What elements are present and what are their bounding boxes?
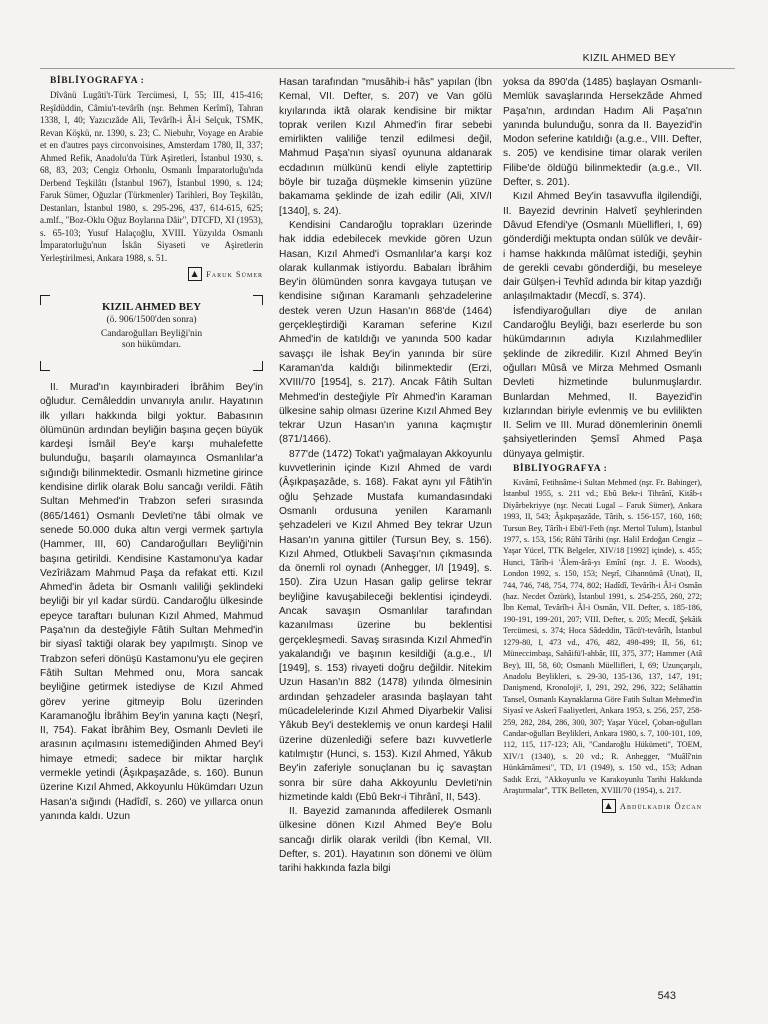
bibliography-text: Dîvânü Lugâti't-Türk Tercümesi, I, 55; III, 415-416; Reşîdüddin, Câmiu't-tevârîh (nşr. Behmen Kerîmî), Tahran 1338, I, 40; Yazıcızâde Ali, Tevârîh-i Âl-i Selçuk, TSMK, Revan Köşkü, nr. 1390, s. 23; C. Niebuhr, Voyage en Arabie et en d'autres pays circonvoisines, Amsterdam 1780, II, 337; Ahmed Refik, Anadolu'da Türk Aşiretleri, İstanbul 1930, s. 68, 83, 203; Cengiz Orhonlu, Osmanlı İmparatorluğu'nda Derbend Teşkilâtı (İstanbul 1967), İstanbul 1990, s. 124; Faruk Sümer, Oğuzlar (Türkmenler) Tarihleri, Boy Teşkilâtı, Destanları, İstanbul 1980, s. 295-296, 437, 614-615, 625; a.mlf., "Boz-Oklu Oğuz Boylarına Dâir", DTCFD, XI (1953), s. 65-103; Yusuf Halaçoğlu, XVIII. Yüzyılda Osmanlı İmparatorluğu'nun İskân Siyaseti ve Aşiretlerin Yerleştirilmesi, Ankara 1988, s. 51. xyxy=(40,90,263,263)
article-paragraph: Kendisini Candaroğlu toprakları üzerinde hak iddia edebilecek mevkide gören Uzun Hasan, Kızıl Ahmed'i Osmanlılar'a karşı koz olarak kullanmak istiyordu. Babaları İbrâhim Bey'in ölümünden sonra kavgaya tutuşan ve kendisine sığınan Karamanlı şehzadelerine destek veren Uzun Hasan'ın 868'de (1464) gerçekleştirdiği Karaman seferine Kızıl Ahmed'in de katıldığı ve yanında 500 kadar savaşçı ile İshak Bey'in yanında bir süre Karaman'da kaldığı bilinmektedir (Erzi, XVIII/70 [1954], s. 217). Ancak Fâtih Sultan Mehmed'in desteğiyle Pîr Ahmed'in Karaman ülkesine sahip olması üzerine Kızıl Ahmed Bey tekrar Uzun Hasan'ın yanına kaçmıştır (871/1466). xyxy=(279,219,492,446)
article-paragraph: 877'de (1472) Tokat'ı yağmalayan Akkoyunlu kuvvetlerinin içinde Kızıl Ahmed de vardı (Âşıkpaşazâde, s. 168). Fakat aynı yıl Fâtih'in oğlu Şehzade Mustafa kumandasındaki Osmanlı ordusuna yenilen Karamanlı şehzadeleri ve Kızıl Ahmed Bey tekrar Uzun Hasan'ın yanına gittiler (Tursun Bey, s. 156). Kızıl Ahmed, Otlukbeli Savaşı'nın çıkmasında da önemli rol oynadı (Anhegger, I/I [1949], s. 150). Zira Uzun Hasan galip gelirse tekrar beyliğine kavuşabileceği beklentisi içindeydi. Ancak savaşın Osmanlılar tarafından kazanılması üzerine bu beklentisi gerçekleşmedi. Savaş sırasında Kızıl Ahmed'in yakalandığı ve başının kesildiği (a.g.e., I/I [1949], s. 153) rivayeti doğru değildir. Nitekim Uzun Hasan'ın 882 (1478) yılında ölmesinin ardından şehzadeler arasında başlayan taht mücadelelerinde Kızıl Ahmed Diyarbekir Valisi Yâkub Bey'i desteklemiş ve onun kardeşi Halil üzerine düzenlediği sefere bazı kuvvetlerle katılmıştır (Hunci, s. 153). Kızıl Ahmed, Yâkub Bey'in zaferiyle sonuçlanan bu iç savaştan sonra bir süre daha Akkoyunlu Devleti'nin hizmetinde kaldı (Ebû Bekr-i Tihrânî, II, 543). xyxy=(279,448,492,803)
column-2 xyxy=(279,76,492,877)
entry-subtitle-line-1: Candaroğulları Beyliği'nin xyxy=(100,329,203,339)
author-name: Faruk Sümer xyxy=(206,269,263,279)
article-paragraph: İsfendiyaroğulları diye de anılan Candaroğlu Beyliği, bazı eserlerde bu son hükümdarının adıyla Kızılahmedliler şeklinde de zikredilir. Kızıl Ahmed Bey'in oğulları Mûsâ ve Mirza Mehmed Osmanlı Devleti hizmetinde bulunmuşlardır. Bunlardan Mehmed, II. Bayezid'in kızlarından biriyle evlenmiş ve bu evlilikten II. Selim ve III. Murad dönemlerinin önemli şahsiyetlerinden Şemsî Ahmed Paşa dünyaya gelmiştir. xyxy=(503,305,702,460)
page-number: 543 xyxy=(657,990,676,1002)
article-paragraph: Hasan tarafından "musâhib-i hâs" yapılan (İbn Kemal, VII. Defter, s. 207) ve Van gölü kıyılarında iktâ olarak kendisine bir miktar toprak verilen Kızıl Ahmed'in firar sebebi emirlikten valiliğe tenzil edilmesi değil, Mahmud Paşa'nın siyasî oyununa aldanarak ecdadının mülkünü kendi eliyle zaptettirip böyle bir tuzağa düşmekle kimsenin yüzüne bakamama şeklinde de izah edilir (Ali, XIV/I [1340], s. 24). xyxy=(279,77,492,217)
entry-title: KIZIL AHMED BEY xyxy=(102,301,201,313)
bibliography-text: Kıvâmî, Fetihnâme-i Sultan Mehmed (nşr. Fr. Babinger), İstanbul 1955, s. 211 vd.; Ebû Bekr-i Tihrânî, Kitâb-ı Diyârbekriyye (nşr. Necati Lugal – Faruk Sümer), Ankara 1993, II, 543; Âşıkpaşazâde, Târih, s. 156-157, 160, 168; Tursun Bey, Târîh-i Ebü'l-Feth (nşr. Mertol Tulum), İstanbul 1977, s. 153, 156; Rûhî Târihi (nşr. Halil Erdoğan Cengiz – Yaşar Yücel, TTK Belgeler, XIV/18 [1992] içinde), s. 455; Hunci, Târîh-i 'Âlem-ârâ-yı Emînî (nşr. J. E. Woods), London 1992, s. 150, 153; Neşrî, Cihannümâ (Unat), II, 744, 746, 748, 754, 774, 802; Hadîdî, Tevârîh-i Âl-i Osmân (haz. Necdet Öztürk), İstanbul 1991, s. 254-255, 260, 272; İbn Kemal, Tevârîh-i Âl-i Osmân, VII. Defter, s. 185-186, 190-191, 199-201, 207; VIII. Defter, s. 205; Mecdî, Şekâik Tercümesi, s. 374; Hoca Sâdeddin, Tâcü't-tevârîh, İstanbul 1279-80, I, 473 vd., 476, 482, 498-499; II, 56, 61; Müneccimbaşı, Sahâifü'l-ahbâr, III, 375, 377; Hammer (Atâ Bey), III, 58, 60; Osmanlı Müellifleri, I, 69; Uzunçarşılı, Anadolu Beylikleri, s. 29-30, 135-136, 137, 147, 191; Danişmend, Kronoloji², I, 291, 292, 296, 322; Selâhattin Tansel, Osmanlı Kaynaklarına Göre Fatih Sultan Mehmed'in Siyasî ve Askerî Faaliyetleri, Ankara 1953, s. 256, 257, 258-259, 282, 284, 286, 300, 307; Yaşar Yücel, Çoban-oğulları Candar-oğulları Beylikleri, Ankara 1980, s. 7, 100-101, 109, 112, 115, 117-123; Ali, "Candaroğlu Hükümeti", TOEM, XIV/1 (1340), s. 20 vd.; R. Anhegger, "Muâlî'nin Hünkârnâmesi", TD, I/1 (1949), s. 150 vd., 153; Adnan Sadık Erzi, "Akkoyunlu ve Karakoyunlu Tarihi Hakkında Araştırmalar", TTK Belleten, XVIII/70 (1954), s. 217. xyxy=(503,478,702,795)
running-title: KIZIL AHMED BEY xyxy=(582,52,676,64)
author-signature xyxy=(503,799,702,813)
article-paragraph: II. Murad'ın kayınbiraderi İbrâhim Bey'in oğludur. Cemâleddin unvanıyla anılır. Hayatının ilk yılları hakkında bilgi yoktur. Babasının ölümünün ardından beyliğin başına geçen büyük kardeşi İsmâil Bey'e karşı muhalefette bulunduğu, başarılı olamayınca Osmanlılar'a sığındığı bilinmektedir. Osmanlı hizmetine girince kendisine dirlik olarak Bolu sancağı verildi. Fâtih Sultan Mehmed'in Trabzon seferi sırasında (865/1461) Osmanlı Devleti'ne tâbi olmak ve senede 50.000 duka altın vergi vermek şartıyla (Hammer, III, 60) Candaroğulları Beyliği'nin başına getirildi. Kendisine Kastamonu'ya kadar Vezîriâzam Mahmud Paşa da refakat etti. Kızıl Ahmed'in âdeta bir Osmanlı valiliği şeklindeki beyliği bir yıl kadar sürdü. Candaroğlu ülkesinde epeyce taraftarı bulunan Kızıl Ahmed, Mahmud Paşa'nın da desteğiyle Fâtih Sultan Mehmed'in bir siyasî taktiği olarak bey yapılmıştı. Sinop ve Trabzon seferi dönüşü Kastamonu'yu ele geçiren Fâtih Sultan Mehmed onu, Mora sancak beyliğine getirmek istediyse de Kızıl Ahmed görev yerine gitmeyip Bolu üzerinden Karamanoğlu İbrâhim Bey'in yanına kaçtı (Neşrî, II, 754). Fakat İbrâhim Bey, Osmanlı Devleti ile arasının açılmasını istemediğinden Ahmed Bey'i himaye etmedi; sadece bir miktar harçlık vermekle yetindi (Âşıkpaşazâde, s. 160). Bunun üzerine Kızıl Ahmed, Akkoyunlu Hükümdarı Uzun Hasan'a sığındı (Hadîdî, s. 260) ve yıllarca onun yanında kaldı. Uzun xyxy=(40,382,263,822)
article-paragraph: yoksa da 890'da (1485) başlayan Osmanlı-Memlük savaşlarında Hersekzâde Ahmed Paşa'nın, ardından Hadım Ali Paşa'nın yanında bulunduğu, sonra da II. Bayezid'in Modon seferine katıldığı (a.g.e., VIII. Defter, s. 205) ve kendisine timar olarak verilen Filibe'de öldüğü bilinmektedir (a.g.e., VII. Defter, s. 201). xyxy=(503,77,702,189)
header-rule xyxy=(40,68,735,69)
entry-dates: (ö. 906/1500'den sonra) xyxy=(106,315,197,325)
article-paragraph: Kızıl Ahmed Bey'in tasavvufla ilgilendiği, II. Bayezid devrinin Halvetî şeyhlerinden Dâvud Efendi'ye (Osmanlı Müellifleri, I, 69) gönderdiği mektupta ondan sülûk ve devâir-i hamse hakkında mâlûmat istediği, şeyhin de gerekli cevabı gönderdiği, bu meseleye dair Gülşen-i Tevhîd adında bir kitap yazdığı anlaşılmaktadır (Mecdî, s. 374). xyxy=(503,191,702,303)
article-paragraph: II. Bayezid zamanında affedilerek Osmanlı ülkesine dönen Kızıl Ahmed Bey'e Bolu sancağı dirlik olarak verildi (İbn Kemal, VII. Defter, s. 201). Hayatının son dönemi ve ölüm tarihi hakkında fazla bilgi xyxy=(279,806,492,875)
bibliography-heading: BİBLİYOGRAFYA : xyxy=(50,76,145,86)
author-name: Abdülkadir Özcan xyxy=(619,801,702,812)
entry-title-box xyxy=(40,295,263,371)
column-3 xyxy=(503,76,702,813)
author-signature xyxy=(40,267,263,281)
bibliography-heading: BİBLİYOGRAFYA : xyxy=(513,464,608,475)
author-mark-icon: ▲ xyxy=(188,267,202,281)
author-mark-icon: ▲ xyxy=(602,799,616,813)
column-1 xyxy=(40,76,263,824)
entry-subtitle-line-2: son hükümdarı. xyxy=(121,340,182,350)
